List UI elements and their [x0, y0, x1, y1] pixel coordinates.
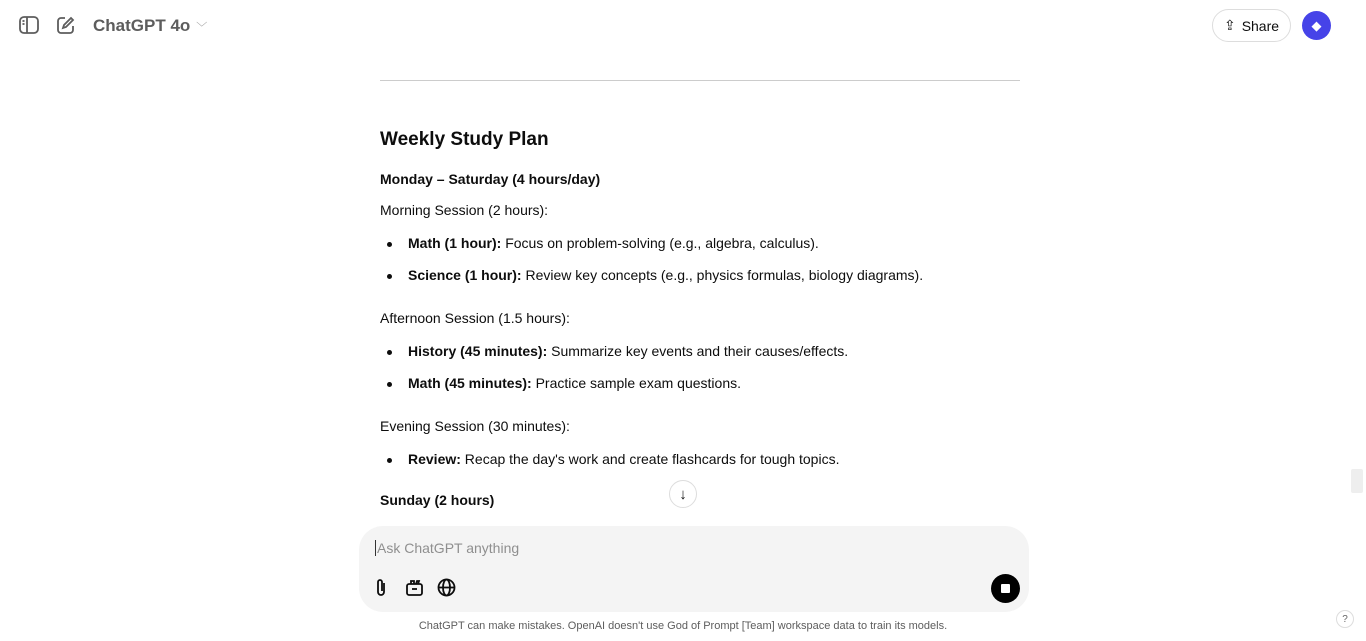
- stop-icon: [1001, 584, 1010, 593]
- model-name: ChatGPT 4o: [93, 16, 191, 35]
- list-item: History (45 minutes): Summarize key events and their causes/effects.: [380, 343, 848, 359]
- scroll-down-button[interactable]: [669, 480, 697, 508]
- new-chat-icon[interactable]: [55, 15, 75, 35]
- disclaimer: ChatGPT can make mistakes. OpenAI doesn't use God of Prompt [Team] workspace data to train its models.: [418, 620, 948, 632]
- list-item: Math (45 minutes): Practice sample exam questions.: [380, 375, 848, 391]
- chevron-down-icon: ﹀: [196, 22, 208, 34]
- arrow-down-icon: ↓: [679, 485, 687, 503]
- avatar[interactable]: [1302, 11, 1331, 40]
- diamond-icon: ◆: [1311, 17, 1322, 33]
- list-item: Math (1 hour): Focus on problem-solving (e.g., algebra, calculus).: [380, 235, 923, 251]
- session-label: Morning Session (2 hours):: [380, 202, 549, 218]
- list-item: Science (1 hour): Review key concepts (e.g., physics formulas, biology diagrams).: [380, 267, 923, 283]
- composer[interactable]: [359, 526, 1029, 612]
- prompt-input[interactable]: Ask ChatGPT anything: [377, 540, 520, 556]
- attach-icon[interactable]: [373, 578, 389, 603]
- share-icon: ⇪: [1223, 17, 1236, 33]
- stop-button[interactable]: [991, 574, 1020, 603]
- tools-icon[interactable]: [405, 578, 424, 602]
- model-selector[interactable]: [93, 16, 207, 36]
- help-button[interactable]: ?: [1336, 610, 1354, 628]
- top-bar: [0, 0, 1366, 52]
- share-label: Share: [1241, 17, 1280, 34]
- share-button[interactable]: [1212, 9, 1291, 42]
- list-item: Review: Recap the day's work and create flashcards for tough topics.: [380, 451, 839, 467]
- sunday-heading: Sunday (2 hours): [380, 492, 495, 508]
- globe-icon[interactable]: [437, 578, 456, 602]
- scrollbar[interactable]: [1351, 469, 1363, 493]
- weekday-heading: Monday – Saturday (4 hours/day): [380, 171, 601, 187]
- plan-title: Weekly Study Plan: [380, 129, 549, 150]
- session-label: Afternoon Session (1.5 hours):: [380, 310, 570, 326]
- sidebar-toggle-icon[interactable]: [18, 15, 40, 35]
- session-label: Evening Session (30 minutes):: [380, 418, 570, 434]
- divider: [380, 80, 1020, 81]
